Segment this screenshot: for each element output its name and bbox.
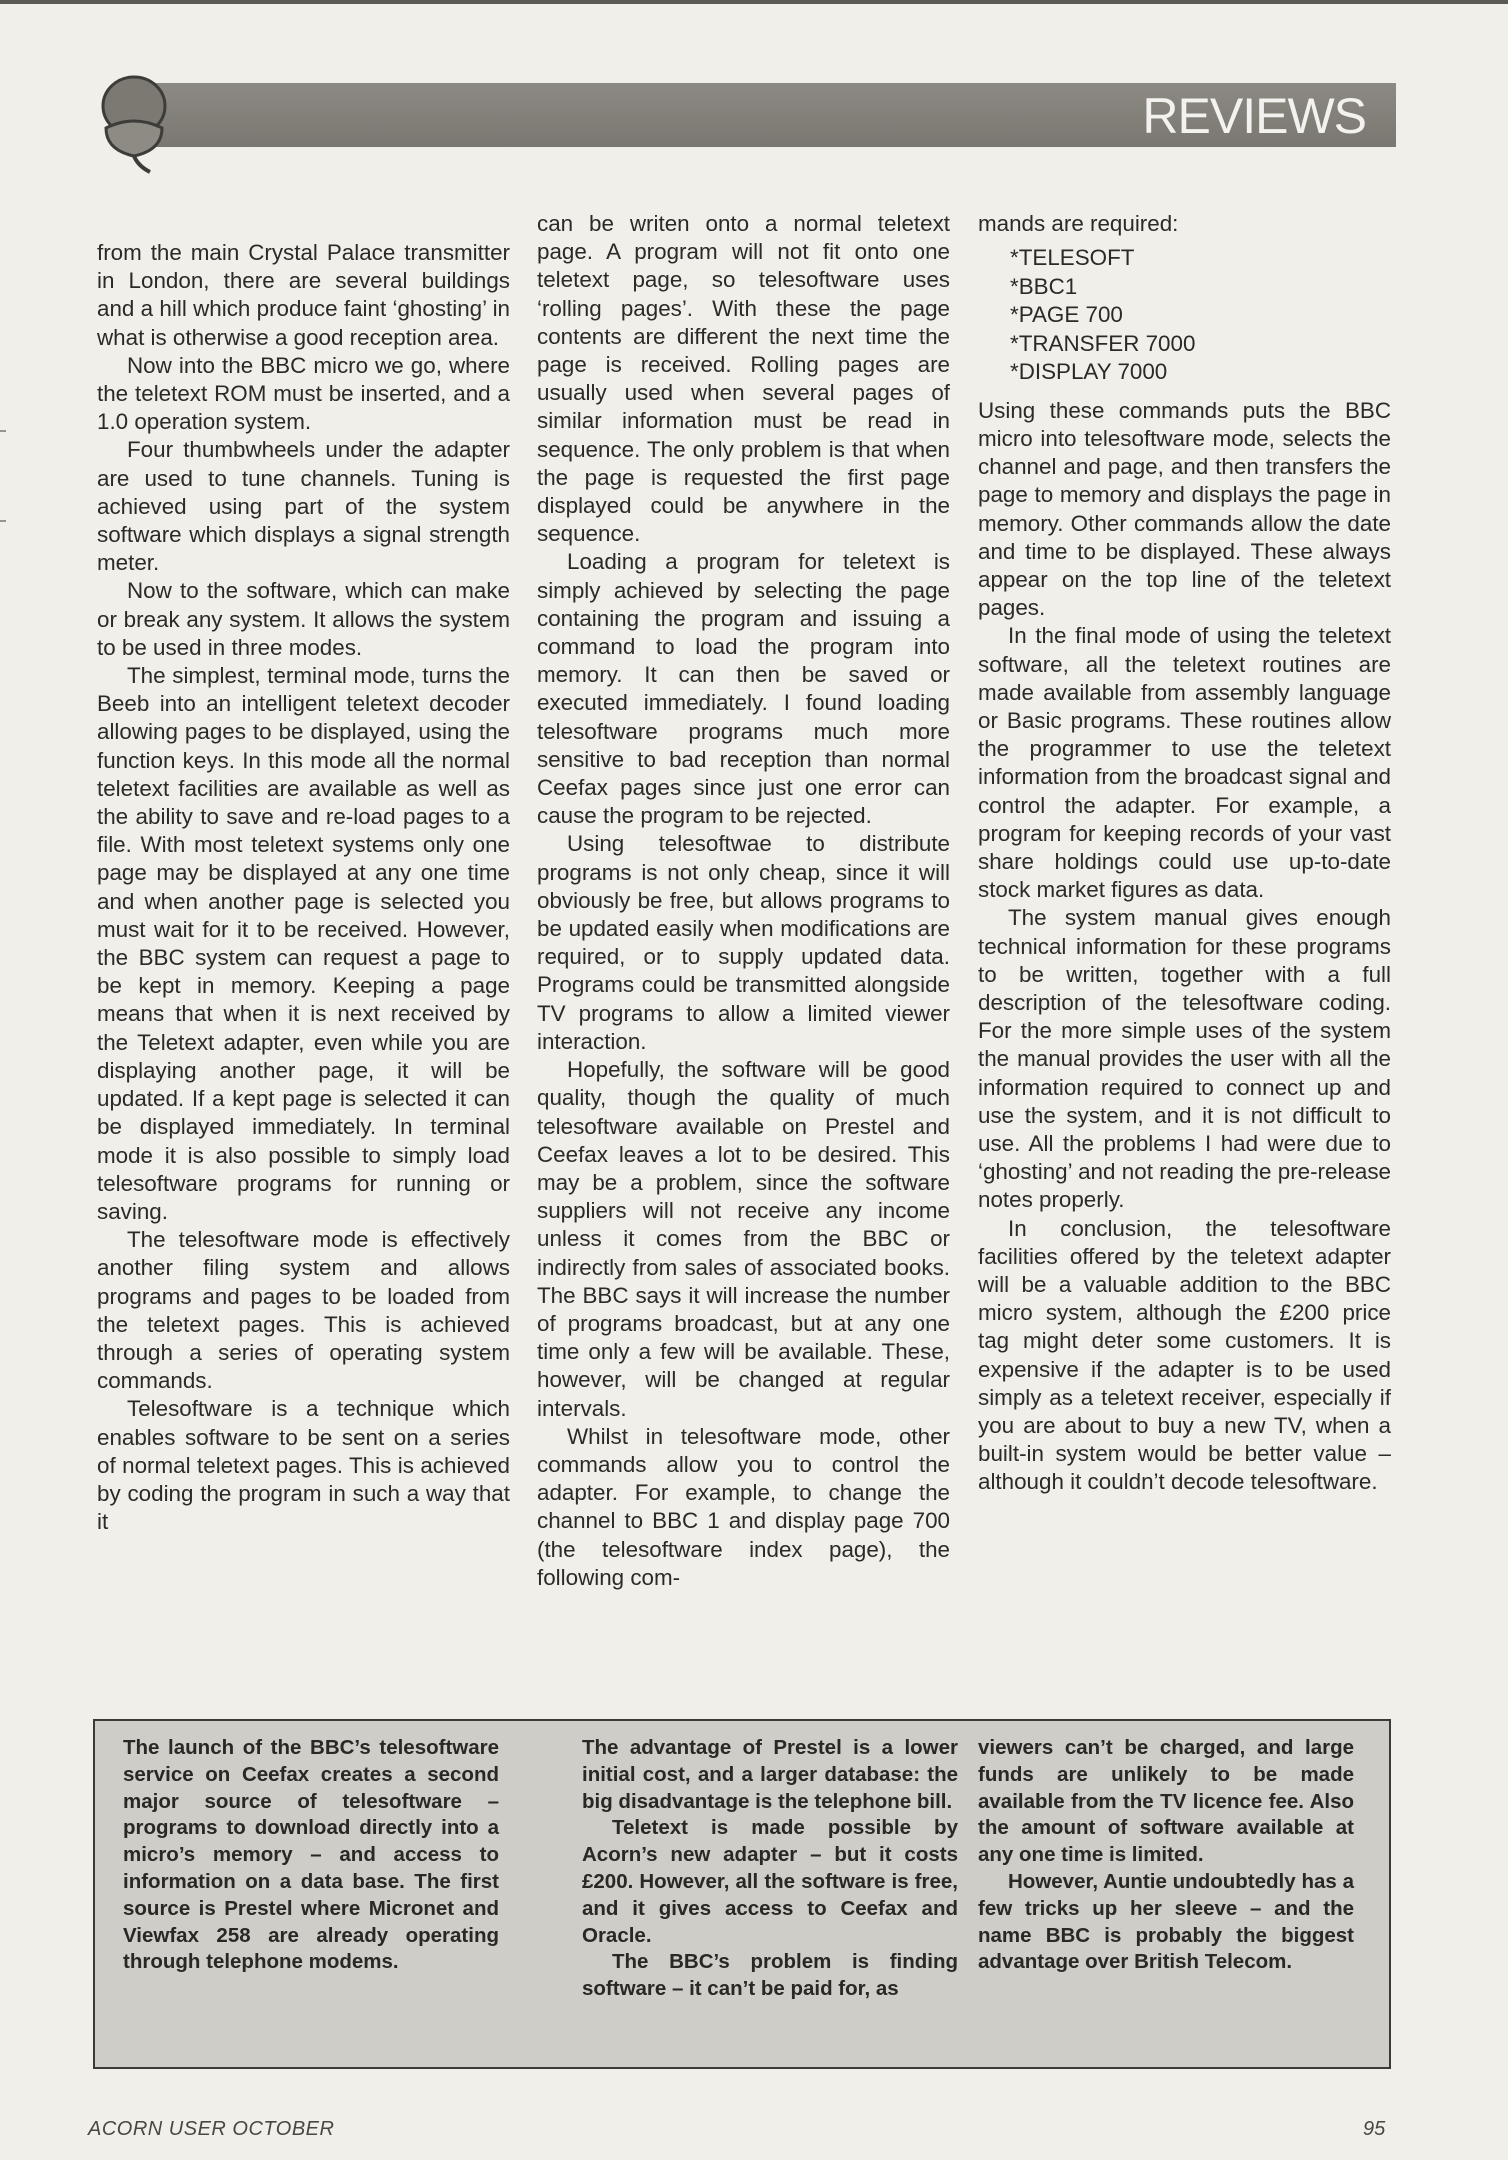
sidebar-box — [93, 1719, 1391, 2069]
sidebar-paragraph: However, Auntie undoubtedly has a few tricks up her sleeve – and the name BBC is probably the biggest advantage over British Telecom. — [978, 1869, 1354, 1974]
article-paragraph: The telesoftware mode is effectively another filing system and allows programs and pages to be loaded from the teletext pages. This is achieved through a series of operating system commands. — [97, 1227, 510, 1394]
sidebar-paragraph: The launch of the BBC’s telesoftware service on Ceefax creates a second major source of telesoftware – programs to download directly into a micro’s memory – and access to information on a data base. The first source is Prestel where Micronet and Viewfax 258 are already operating through telephone modems. — [123, 1736, 499, 1974]
article-paragraph: Now to the software, which can make or break any system. It allows the system to be used in three modes. — [97, 578, 510, 660]
article-paragraph: In the final mode of using the teletext software, all the teletext routines are made available from assembly language or Basic programs. These routines allow the programmer to use the teletext information from the broadcast signal and control the adapter. For example, a program for keeping records of your vast share holdings could use up-to-date stock market figures as data. — [978, 623, 1391, 903]
article-paragraph: In conclusion, the telesoftware facilities offered by the teletext adapter will be a valuable addition to the BBC micro system, although the £200 price tag might deter some customers. It is expensive if the adapter is to be used simply as a teletext receiver, especially if you are about to buy a new TV, when a built-in system would be better value – although it couldn’t decode telesoftware. — [978, 1215, 1391, 1495]
article-paragraph: Four thumbwheels under the adapter are used to tune channels. Tuning is achieved using part of the system software which displays a signal strength meter. — [97, 437, 510, 576]
article-paragraph: can be writen onto a normal teletext page. A program will not fit onto one teletext page, so telesoftware uses ‘rolling pages’. With these the page contents are different the next time the page is received. Rolling pages are usually used when several pages of similar information must be read in sequence. The only problem is that when the page is requested the first page displayed could be anywhere in the sequence. — [537, 211, 950, 547]
page-top-rule — [0, 0, 1508, 4]
article-column-2 — [537, 210, 950, 1592]
command-line: *TELESOFT — [1010, 245, 1135, 271]
article-paragraph: Using these commands puts the BBC micro into telesoftware mode, selects the channel and page, and then transfers the page to memory and displays the page in memory. Other commands allow the date and time to be displayed. These always appear on the top line of the teletext pages. — [978, 397, 1391, 621]
article-paragraph: Using telesoftwae to distribute programs is not only cheap, since it will obviously be free, but allows programs to be updated easily when modifications are required, or to supply updated data. Programs could be transmitted alongside TV programs to allow a limited viewer interaction. — [537, 831, 950, 1054]
article-paragraph: mands are required: — [978, 211, 1179, 236]
command-line: *DISPLAY 7000 — [1010, 359, 1168, 385]
page-number: 95 — [1363, 2118, 1386, 2140]
article-paragraph: Whilst in telesoftware mode, other commands allow you to control the adapter. For example, to change the channel to BBC 1 and display page 700 (the telesoftware index page), the following com- — [537, 1423, 950, 1590]
command-line: *BBC1 — [1010, 273, 1078, 299]
command-line: *PAGE 700 — [1010, 302, 1123, 328]
footer-publication: ACORN USER OCTOBER — [88, 2118, 335, 2140]
margin-mark — [0, 520, 6, 522]
section-title: REVIEWS — [1142, 88, 1366, 144]
article-paragraph: Hopefully, the software will be good quality, though the quality of much telesoftware available on Prestel and Ceefax leaves a lot to be desired. This may be a problem, since the software suppliers will not receive any income unless it comes from the BBC or indirectly from sales of associated books. The BBC says it will increase the number of programs broadcast, but at any one time only a few will be available. These, however, will be changed at regular intervals. — [537, 1057, 950, 1421]
article-paragraph: The system manual gives enough technical information for these programs to be written, together with a full description of the telesoftware coding. For the more simple uses of the system the manual provides the user with all the information required to connect up and use the system, and it is not difficult to use. All the problems I had were due to ‘ghosting’ and not reading the pre-release notes properly. — [978, 905, 1391, 1213]
sidebar-paragraph: The BBC’s problem is finding software – it can’t be paid for, as — [582, 1950, 958, 2001]
article-paragraph: from the main Crystal Palace transmitter in London, there are several buildings and a hill which produce faint ‘ghosting’ in what is otherwise a good reception area. — [97, 240, 510, 350]
sidebar-paragraph: viewers can’t be charged, and large funds are unlikely to be made available from the TV licence fee. Also the amount of software available at any one time is limited. — [978, 1736, 1354, 1867]
section-header-bar — [128, 83, 1396, 147]
article-paragraph: Telesoftware is a technique which enables software to be sent on a series of normal teletext pages. This is achieved by coding the program in such a way that it — [97, 1396, 510, 1535]
article-paragraph: Loading a program for teletext is simply achieved by selecting the page containing the program and issuing a command to load the program into memory. It can then be saved or executed immediately. I found loading telesoftware programs much more sensitive to bad reception than normal Ceefax pages since just one error can cause the program to be rejected. — [537, 549, 950, 829]
sidebar-paragraph: The advantage of Prestel is a lower initial cost, and a larger database: the big disadvantage is the telephone bill. — [582, 1736, 958, 1813]
sidebar-column-1 — [123, 1735, 499, 1976]
article-column-1 — [97, 239, 510, 1536]
sidebar-paragraph: Teletext is made possible by Acorn’s new adapter – but it costs £200. However, all the software is free, and it gives access to Ceefax and Oracle. — [582, 1816, 958, 1947]
command-list — [978, 244, 1391, 387]
acorn-logo-icon — [94, 70, 174, 175]
article-paragraph: The simplest, terminal mode, turns the Beeb into an intelligent teletext decoder allowing pages to be displayed, using the function keys. In this mode all the normal teletext facilities are available as well as the ability to save and re-load pages to a file. With most teletext systems only one page may be displayed at any one time and when another page is selected you must wait for it to be received. However, the BBC system can request a page to be kept in memory. Keeping a page means that when it is next received by the Teletext adapter, even while you are displaying another page, it will be updated. If a kept page is selected it can be displayed immediately. In terminal mode it is also possible to simply load telesoftware programs for running or saving. — [97, 663, 510, 1224]
sidebar-column-3 — [978, 1735, 1354, 1976]
margin-mark — [0, 430, 6, 432]
sidebar-column-2 — [582, 1735, 958, 2003]
article-paragraph: Now into the BBC micro we go, where the teletext ROM must be inserted, and a 1.0 operation system. — [97, 352, 510, 435]
command-line: *TRANSFER 7000 — [1010, 330, 1196, 356]
article-column-3 — [978, 210, 1391, 1497]
